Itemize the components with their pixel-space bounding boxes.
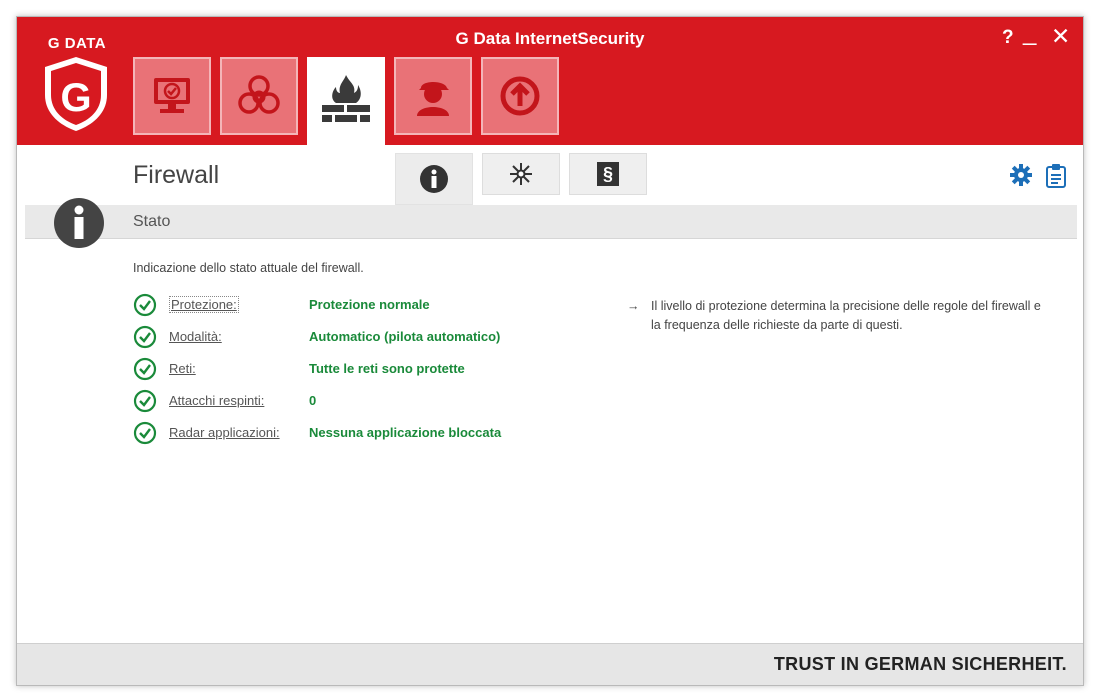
section-info-icon: [53, 197, 105, 249]
check-circle-icon: [133, 293, 157, 317]
status-label[interactable]: [169, 361, 196, 376]
shield-logo-icon: [41, 55, 111, 133]
check-circle-icon: [133, 389, 157, 413]
status-label[interactable]: [169, 297, 239, 312]
info-icon: [418, 163, 450, 195]
status-label[interactable]: [169, 425, 280, 440]
status-label[interactable]: [169, 393, 264, 408]
status-label-text[interactable]: Protezione:: [171, 297, 237, 312]
status-value: 0: [309, 393, 317, 408]
check-circle-icon: [133, 421, 157, 445]
status-value: Tutte le reti sono protette: [309, 361, 465, 376]
subtab-status[interactable]: [395, 153, 473, 205]
child-user-icon: [409, 72, 457, 120]
logo-text: G DATA: [47, 35, 107, 52]
logo-letter: G: [60, 76, 92, 120]
gear-icon: [1009, 163, 1033, 187]
status-row-protection: [133, 293, 593, 319]
status-value: Automatico (pilota automatico): [309, 329, 501, 344]
status-row-networks: [133, 357, 593, 383]
status-row-mode: [133, 325, 593, 351]
footer-slogan: TRUST IN GERMAN SICHERHEIT.: [773, 654, 1067, 674]
check-circle-icon: [133, 357, 157, 381]
section-bar: [25, 205, 1077, 239]
clipboard-icon: [1045, 163, 1067, 189]
status-row-attacks: [133, 389, 593, 415]
status-description: Indicazione dello stato attuale del firewall.: [133, 261, 364, 275]
check-circle-icon: [133, 325, 157, 349]
nav-tab-firewall[interactable]: [307, 57, 385, 145]
network-icon: [507, 160, 535, 188]
status-label-text[interactable]: Reti:: [169, 361, 196, 376]
settings-button[interactable]: [1009, 163, 1033, 192]
status-row-app-radar: [133, 421, 593, 447]
subtab-rules[interactable]: [569, 153, 647, 195]
paragraph-icon: §: [597, 162, 619, 186]
window-title: G Data InternetSecurity: [455, 29, 645, 48]
nav-tab-security-center[interactable]: [133, 57, 211, 135]
close-button[interactable]: ✕: [1051, 23, 1071, 49]
gdata-logo: [37, 35, 117, 135]
status-label-text[interactable]: Modalità:: [169, 329, 222, 344]
status-value: Nessuna applicazione bloccata: [309, 425, 502, 440]
status-label[interactable]: [169, 329, 222, 344]
status-value: Protezione normale: [309, 297, 430, 312]
arrow-right-icon: →: [627, 299, 640, 313]
hint-text: Il livello di protezione determina la precisione delle regole del firewall e la frequenza delle richieste da parte di questi.: [651, 299, 1041, 332]
biohazard-icon: [235, 72, 283, 120]
footer: [17, 643, 1083, 685]
power-up-icon: [496, 72, 544, 120]
firewall-icon: [316, 71, 376, 131]
log-button[interactable]: [1045, 163, 1067, 194]
minimize-button[interactable]: _: [1023, 19, 1037, 46]
nav-tab-virus-protection[interactable]: [220, 57, 298, 135]
monitor-check-icon: [148, 72, 196, 120]
help-button[interactable]: ?: [1002, 27, 1014, 48]
nav-tab-autostart-manager[interactable]: [481, 57, 559, 135]
page-title: Firewall: [133, 161, 220, 189]
app-window: [16, 16, 1084, 686]
nav-tab-parental-control[interactable]: [394, 57, 472, 135]
status-label-text[interactable]: Attacchi respinti:: [169, 393, 265, 408]
section-label: Stato: [133, 213, 171, 230]
subtab-networks[interactable]: [482, 153, 560, 195]
header: [17, 17, 1083, 145]
status-label-text[interactable]: Radar applicazioni:: [169, 425, 280, 440]
